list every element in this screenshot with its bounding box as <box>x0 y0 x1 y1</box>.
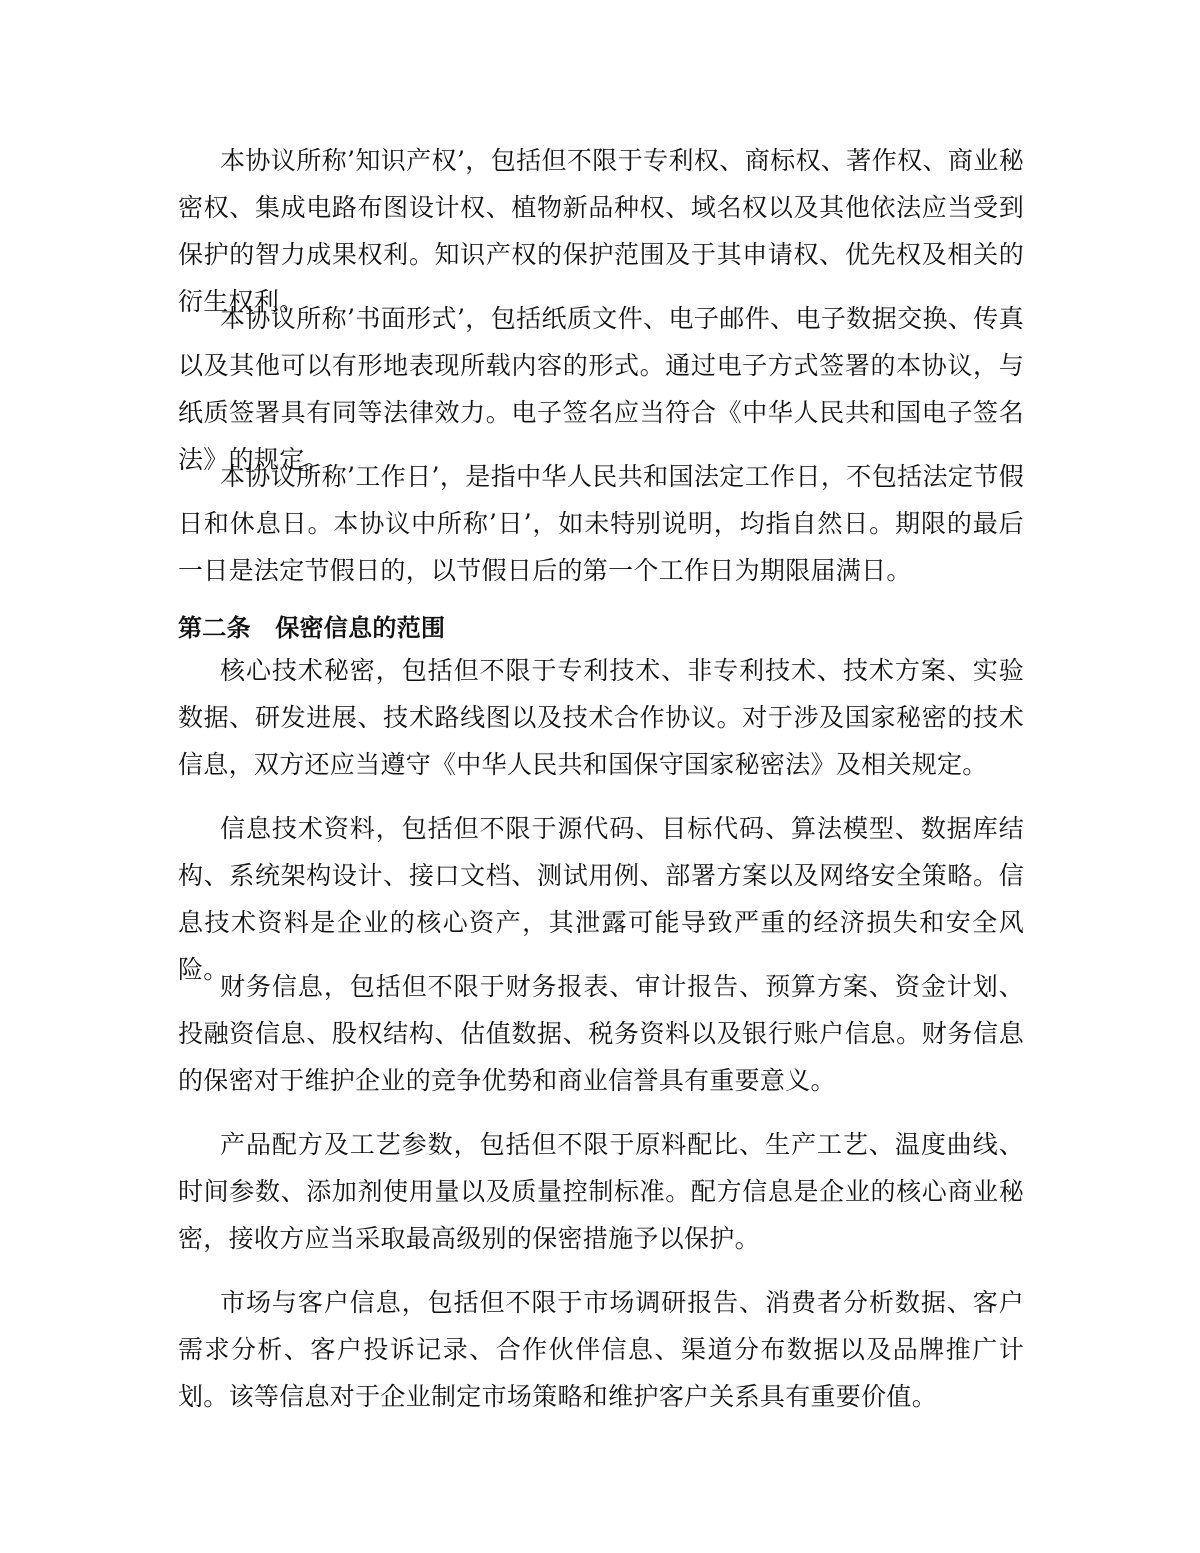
paragraph-it-materials: 信息技术资料，包括但不限于源代码、目标代码、算法模型、数据库结构、系统架构设计、接口文档、测试用例、部署方案以及网络安全策略。信息技术资料是企业的核心资产，其泄露可能导致严重的经济损失和安全风险。 <box>178 814 1024 984</box>
paragraph-formula-params: 产品配方及工艺参数，包括但不限于原料配比、生产工艺、温度曲线、时间参数、添加剂使用量以及质量控制标准。配方信息是企业的核心商业秘密，接收方应当采取最高级别的保密措施予以保护。 <box>178 1130 1024 1253</box>
section-heading: 第二条 保密信息的范围 <box>178 614 446 642</box>
paragraph-financial-info: 财务信息，包括但不限于财务报表、审计报告、预算方案、资金计划、投融资信息、股权结构、估值数据、税务资料以及银行账户信息。财务信息的保密对于维护企业的竞争优势和商业信誉具有重要意义。 <box>178 972 1024 1095</box>
paragraph-working-day-definition: 本协议所称’工作日’，是指中华人民共和国法定工作日，不包括法定节假日和休息日。本协议中所称’日’，如未特别说明，均指自然日。期限的最后一日是法定节假日的，以节假日后的第一个工作日为期限届满日。 <box>178 462 1024 585</box>
paragraph-market-customer-info: 市场与客户信息，包括但不限于市场调研报告、消费者分析数据、客户需求分析、客户投诉记录、合作伙伴信息、渠道分布数据以及品牌推广计划。该等信息对于企业制定市场策略和维护客户关系具有重要价值。 <box>178 1288 1024 1411</box>
paragraph-written-form-definition: 本协议所称’书面形式’，包括纸质文件、电子邮件、电子数据交换、传真以及其他可以有形地表现所载内容的形式。通过电子方式签署的本协议，与纸质签署具有同等法律效力。电子签名应当符合《中华人民共和国电子签名法》的规定。 <box>178 304 1024 474</box>
paragraph-ip-definition: 本协议所称’知识产权’，包括但不限于专利权、商标权、著作权、商业秘密权、集成电路布图设计权、植物新品种权、域名权以及其他依法应当受到保护的智力成果权利。知识产权的保护范围及于其申请权、优先权及相关的衍生权利。 <box>178 146 1024 316</box>
paragraph-core-tech-secrets: 核心技术秘密，包括但不限于专利技术、非专利技术、技术方案、实验数据、研发进展、技术路线图以及技术合作协议。对于涉及国家秘密的技术信息，双方还应当遵守《中华人民共和国保守国家秘密法》及相关规定。 <box>178 656 1024 779</box>
